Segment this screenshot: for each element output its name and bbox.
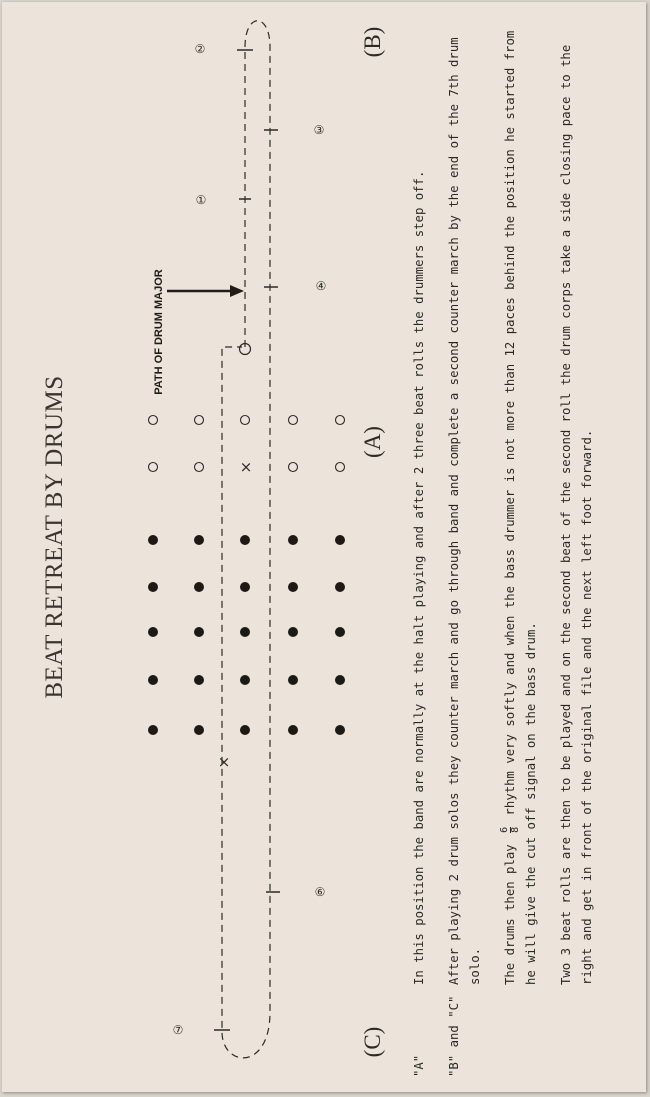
label-a: (A) [360,426,385,458]
band-member [148,627,158,637]
band-member [335,725,345,735]
drummer [289,463,298,472]
time-signature [500,827,521,833]
band-member [288,627,298,637]
note-text: In this position the band are normally at the halt playing and after 2 three beat rolls the drummers step off. [412,170,426,985]
note-text: After playing 2 drum solos they counter march and go through band and complete a second counter march by the end of the 7th drum solo. [447,37,482,985]
band-member [240,535,250,545]
note-tag: "A" [412,1054,426,1077]
band-member [335,535,345,545]
bass-drummer-marker: × [239,458,253,476]
band-member [148,535,158,545]
note-beat-rolls [556,17,598,1077]
band-member [194,675,204,685]
band-member [335,627,345,637]
band-member [288,535,298,545]
band-member [240,725,250,735]
time-signature-bottom: 8 [510,826,521,833]
position-4: ④ [315,279,327,293]
band-member [240,627,250,637]
note-drums-rhythm [500,17,542,1077]
note-tag: "B" and "C" [447,995,461,1077]
drummer [241,416,250,425]
note-text-before: The drums then play [503,844,517,985]
band-member [194,535,204,545]
drummer [149,416,158,425]
document-page [2,2,646,1092]
diagram-title: BEAT RETREAT BY DRUMS [41,375,68,699]
band-member [148,675,158,685]
band-member [288,675,298,685]
note-text: Two 3 beat rolls are then to be played and on the second beat of the second roll the drum corps take a side closing pace to the right and get in front of the original file and the next left foot forward. [559,44,594,985]
drummer [289,416,298,425]
drummer [195,416,204,425]
band-member [335,675,345,685]
drummer [336,463,345,472]
callout-arrowhead [230,285,244,297]
band-group [148,535,345,735]
position-3: ③ [313,123,325,137]
note-text-after: rhythm very softly and when the bass drummer is not more than 12 paces behind the position he started from he will give the cut off signal on the bass drum. [503,30,538,985]
position-7: ⑦ [172,1023,184,1037]
label-b: (B) [360,26,385,58]
note-a [409,17,430,1077]
drummer [195,463,204,472]
time-signature-top: 6 [499,826,510,833]
drummer [149,463,158,472]
drum-major-marker: × [217,753,231,771]
band-member [240,582,250,592]
band-member [335,582,345,592]
position-1: ① [195,193,207,207]
band-member [148,582,158,592]
label-c: (C) [360,1026,385,1058]
band-member [194,725,204,735]
drummer [336,416,345,425]
band-member [194,627,204,637]
instruction-notes [409,17,594,1077]
note-text [500,17,542,985]
position-6: ⑥ [314,885,326,899]
position-2: ② [194,42,206,56]
band-member [194,582,204,592]
band-member [148,725,158,735]
path-callout-label: PATH OF DRUM MAJOR [153,269,165,395]
band-member [288,725,298,735]
band-member [288,582,298,592]
note-b-and-c [444,17,486,1077]
band-member [240,675,250,685]
